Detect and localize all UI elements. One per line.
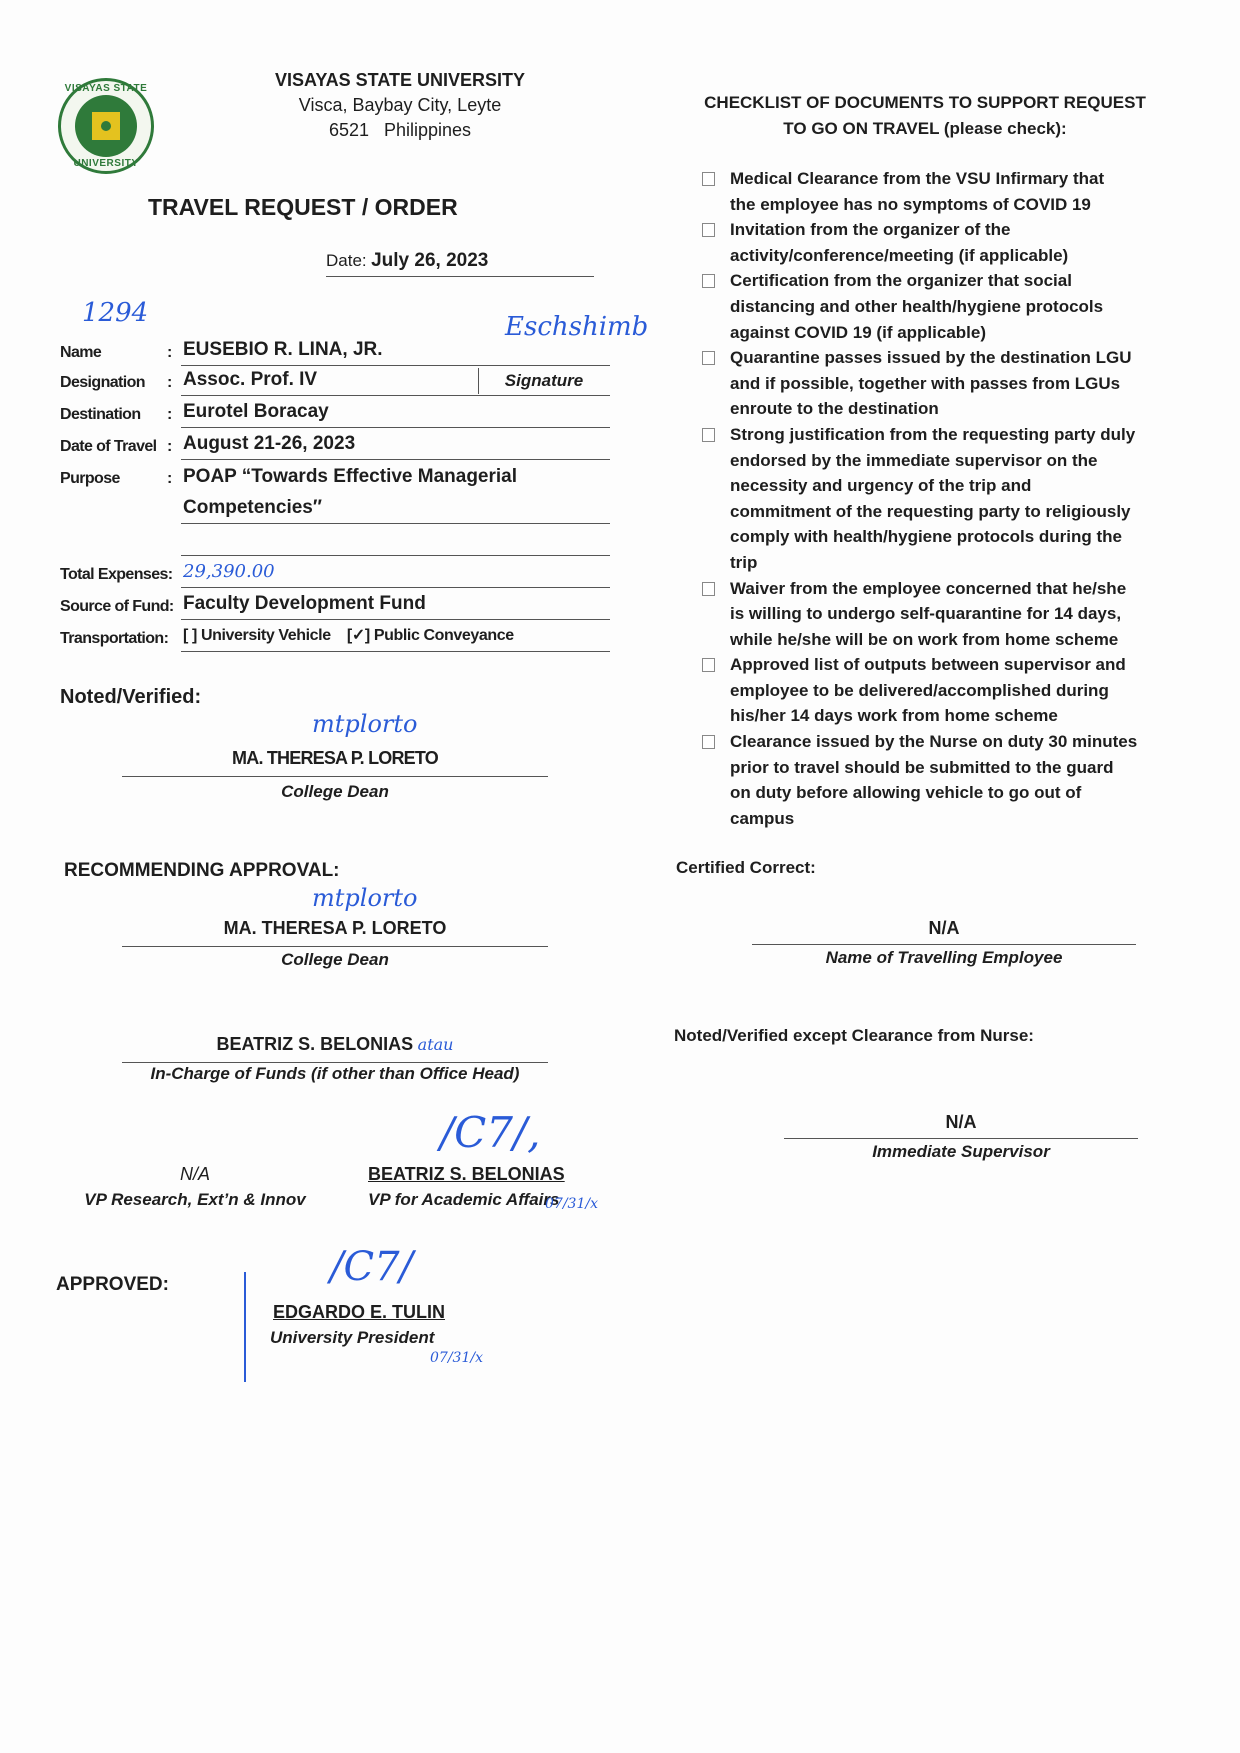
checklist — [700, 166, 1170, 831]
colon: : — [167, 470, 173, 487]
checklist-text: campus — [730, 808, 795, 828]
checklist-item-justification — [700, 422, 1170, 576]
recommending-signature: mtplorto — [312, 884, 418, 912]
travelling-employee-name: N/A — [928, 918, 960, 938]
seal-center — [99, 119, 113, 133]
destination-value: Eurotel Boracay — [181, 397, 610, 428]
purpose-label: Purpose — [60, 470, 120, 487]
total-expenses-value: 29,390.00 — [181, 557, 610, 588]
control-number: 1294 — [82, 298, 149, 328]
university-header — [220, 68, 580, 143]
checklist-text: Certification from the organizer that social — [730, 271, 1072, 291]
checklist-text: comply with health/hygiene protocols during the — [730, 527, 1122, 547]
checklist-text: endorsed by the immediate supervisor on the — [730, 450, 1098, 470]
checklist-text: his/her 14 days work from home scheme — [730, 706, 1058, 726]
president-signature-stroke — [244, 1272, 249, 1382]
university-name: VISAYAS STATE UNIVERSITY — [274, 70, 526, 90]
date-value: July 26, 2023 — [371, 250, 489, 271]
transportation-label: Transportation: — [60, 630, 169, 647]
colon: : — [167, 438, 173, 455]
checklist-item-approved-outputs — [700, 652, 1170, 729]
vp-academic-signature: /C7/, — [440, 1108, 541, 1157]
purpose-row — [60, 462, 610, 492]
source-of-fund-value: Faculty Development Fund — [181, 589, 610, 620]
checklist-text: activity/conference/meeting (if applicable) — [730, 245, 1069, 265]
recommending-signatory-role: College Dean — [281, 950, 389, 969]
checklist-text: Waiver from the employee concerned that he/she — [730, 578, 1127, 598]
checklist-text: Approved list of outputs between supervisor and — [730, 655, 1126, 675]
checklist-title — [700, 90, 1150, 142]
checklist-text: Clearance issued by the Nurse on duty 30 minutes — [730, 732, 1138, 752]
employee-signature: Eschshimb — [505, 312, 649, 342]
recommending-heading: RECOMMENDING APPROVAL: — [64, 860, 340, 881]
travelling-employee-role: Name of Travelling Employee — [825, 948, 1063, 967]
seal-top-text: VISAYAS STATE — [64, 83, 148, 94]
president-date: 07/31/x — [430, 1350, 483, 1366]
checkbox[interactable] — [702, 172, 715, 186]
total-expenses-row — [60, 558, 610, 588]
vp-academic-name: BEATRIZ S. BELONIAS — [368, 1164, 565, 1184]
seal-bottom-text: UNIVERSITY — [73, 158, 139, 169]
date-of-travel-value: August 21-26, 2023 — [181, 429, 610, 460]
total-expenses-label: Total Expenses: — [60, 566, 173, 583]
address-line-2: 6521 Philippines — [328, 120, 472, 140]
checklist-text: enroute to the destination — [730, 399, 939, 419]
designation-value: Assoc. Prof. IV — [181, 365, 610, 396]
date-label: Date: — [326, 251, 367, 270]
checklist-item-nurse-clearance — [700, 729, 1170, 831]
noted-verified-heading: Noted/Verified: — [60, 686, 202, 708]
purpose-value-line-1: POAP “Towards Effective Managerial — [183, 466, 518, 487]
president-role: University President — [270, 1328, 435, 1347]
noted-signatory-role: College Dean — [281, 782, 389, 801]
destination-row — [60, 398, 610, 428]
purpose-row-2 — [60, 494, 610, 524]
checklist-text: the employee has no symptoms of COVID 19 — [730, 194, 1091, 214]
supervisor-role: Immediate Supervisor — [872, 1142, 1050, 1161]
recommending-signatory-line — [122, 918, 548, 947]
vp-academic-date: 07/31/x — [545, 1196, 598, 1212]
checklist-item-medical-clearance — [700, 166, 1170, 217]
vp-research-name: N/A — [179, 1164, 210, 1184]
checklist-text: against COVID 19 (if applicable) — [730, 322, 987, 342]
checklist-text: and if possible, together with passes from LGUs — [730, 373, 1121, 393]
checklist-item-waiver — [700, 576, 1170, 653]
designation-label: Designation — [60, 374, 145, 391]
noted-signature: mtplorto — [312, 710, 418, 738]
checkbox[interactable] — [702, 351, 715, 365]
university-seal-icon — [58, 78, 154, 174]
checklist-text: prior to travel should be submitted to the guard — [730, 757, 1114, 777]
university-vehicle-checkbox[interactable]: [ ] — [183, 627, 197, 644]
certified-correct-heading: Certified Correct: — [676, 858, 816, 877]
funds-initial: atau — [417, 1035, 454, 1054]
source-of-fund-label: Source of Fund: — [60, 598, 174, 615]
purpose-blank-line — [181, 525, 610, 556]
checkbox[interactable] — [702, 582, 715, 596]
noted-signatory-line — [122, 748, 548, 777]
checklist-text: commitment of the requesting party to religiously — [730, 501, 1131, 521]
checkbox[interactable] — [702, 735, 715, 749]
checklist-text: is willing to undergo self-quarantine for 14 days, — [730, 604, 1122, 624]
checklist-text: on duty before allowing vehicle to go out of — [730, 783, 1082, 803]
checklist-text: Invitation from the organizer of the — [730, 220, 1011, 240]
checkbox[interactable] — [702, 658, 715, 672]
president-signature: /C7/ — [330, 1244, 414, 1290]
checklist-text: Medical Clearance from the VSU Infirmary that — [730, 169, 1105, 188]
date-of-travel-row — [60, 430, 610, 460]
vp-research-role: VP Research, Ext’n & Innov — [84, 1190, 306, 1209]
colon: : — [167, 406, 173, 423]
checklist-item-certification — [700, 268, 1170, 345]
checklist-text: Strong justification from the requesting party duly — [730, 424, 1136, 444]
purpose-value-line-2: Competencies″ — [181, 493, 610, 524]
public-conveyance-label: Public Conveyance — [373, 627, 514, 644]
checklist-text: trip — [730, 552, 758, 572]
name-value: EUSEBIO R. LINA, JR. — [181, 335, 610, 366]
checkbox[interactable] — [702, 428, 715, 442]
checklist-text: employee to be delivered/accomplished during — [730, 680, 1109, 700]
public-conveyance-checkbox[interactable]: [✓] — [346, 627, 370, 644]
certified-signatory-line — [752, 918, 1136, 945]
date-field — [326, 250, 594, 277]
checklist-text: Quarantine passes issued by the destination LGU — [730, 348, 1132, 368]
checkbox[interactable] — [702, 274, 715, 288]
colon: : — [167, 344, 173, 361]
address-line-1: Visca, Baybay City, Leyte — [298, 95, 502, 115]
colon: : — [167, 374, 173, 391]
checklist-title-line-1: CHECKLIST OF DOCUMENTS TO SUPPORT REQUEST — [704, 93, 1146, 112]
university-vehicle-label: University Vehicle — [200, 627, 331, 644]
supervisor-signatory-line — [784, 1112, 1138, 1139]
noted-signatory-name: MA. THERESA P. LORETO — [232, 748, 438, 768]
vp-academic-role: VP for Academic Affairs — [368, 1190, 560, 1209]
transportation-row — [60, 622, 610, 652]
supervisor-heading: Noted/Verified except Clearance from Nurse: — [674, 1026, 1034, 1045]
source-of-fund-row — [60, 590, 610, 620]
page-title: TRAVEL REQUEST / ORDER — [148, 194, 458, 220]
name-label: Name — [60, 344, 102, 361]
date-of-travel-label: Date of Travel — [60, 438, 157, 455]
president-name: EDGARDO E. TULIN — [273, 1302, 446, 1322]
recommending-signatory-name: MA. THERESA P. LORETO — [223, 918, 447, 938]
funds-signatory-line — [122, 1034, 548, 1063]
funds-signatory-name: BEATRIZ S. BELONIAS — [216, 1034, 414, 1054]
checklist-text: while he/she will be on work from home scheme — [730, 629, 1119, 649]
transportation-options — [181, 621, 610, 652]
approved-heading: APPROVED: — [56, 1274, 169, 1295]
checkbox[interactable] — [702, 223, 715, 237]
supervisor-name: N/A — [945, 1112, 977, 1132]
checklist-text: distancing and other health/hygiene protocols — [730, 296, 1104, 316]
checklist-item-quarantine-passes — [700, 345, 1170, 422]
checklist-text: necessity and urgency of the trip and — [730, 476, 1032, 496]
signature-label: Signature — [478, 368, 609, 394]
destination-label: Destination — [60, 406, 141, 423]
checklist-item-invitation — [700, 217, 1170, 268]
purpose-row-3 — [60, 526, 610, 556]
checklist-title-line-2: TO GO ON TRAVEL (please check): — [783, 119, 1067, 138]
funds-signatory-role: In-Charge of Funds (if other than Office Head) — [150, 1064, 520, 1083]
